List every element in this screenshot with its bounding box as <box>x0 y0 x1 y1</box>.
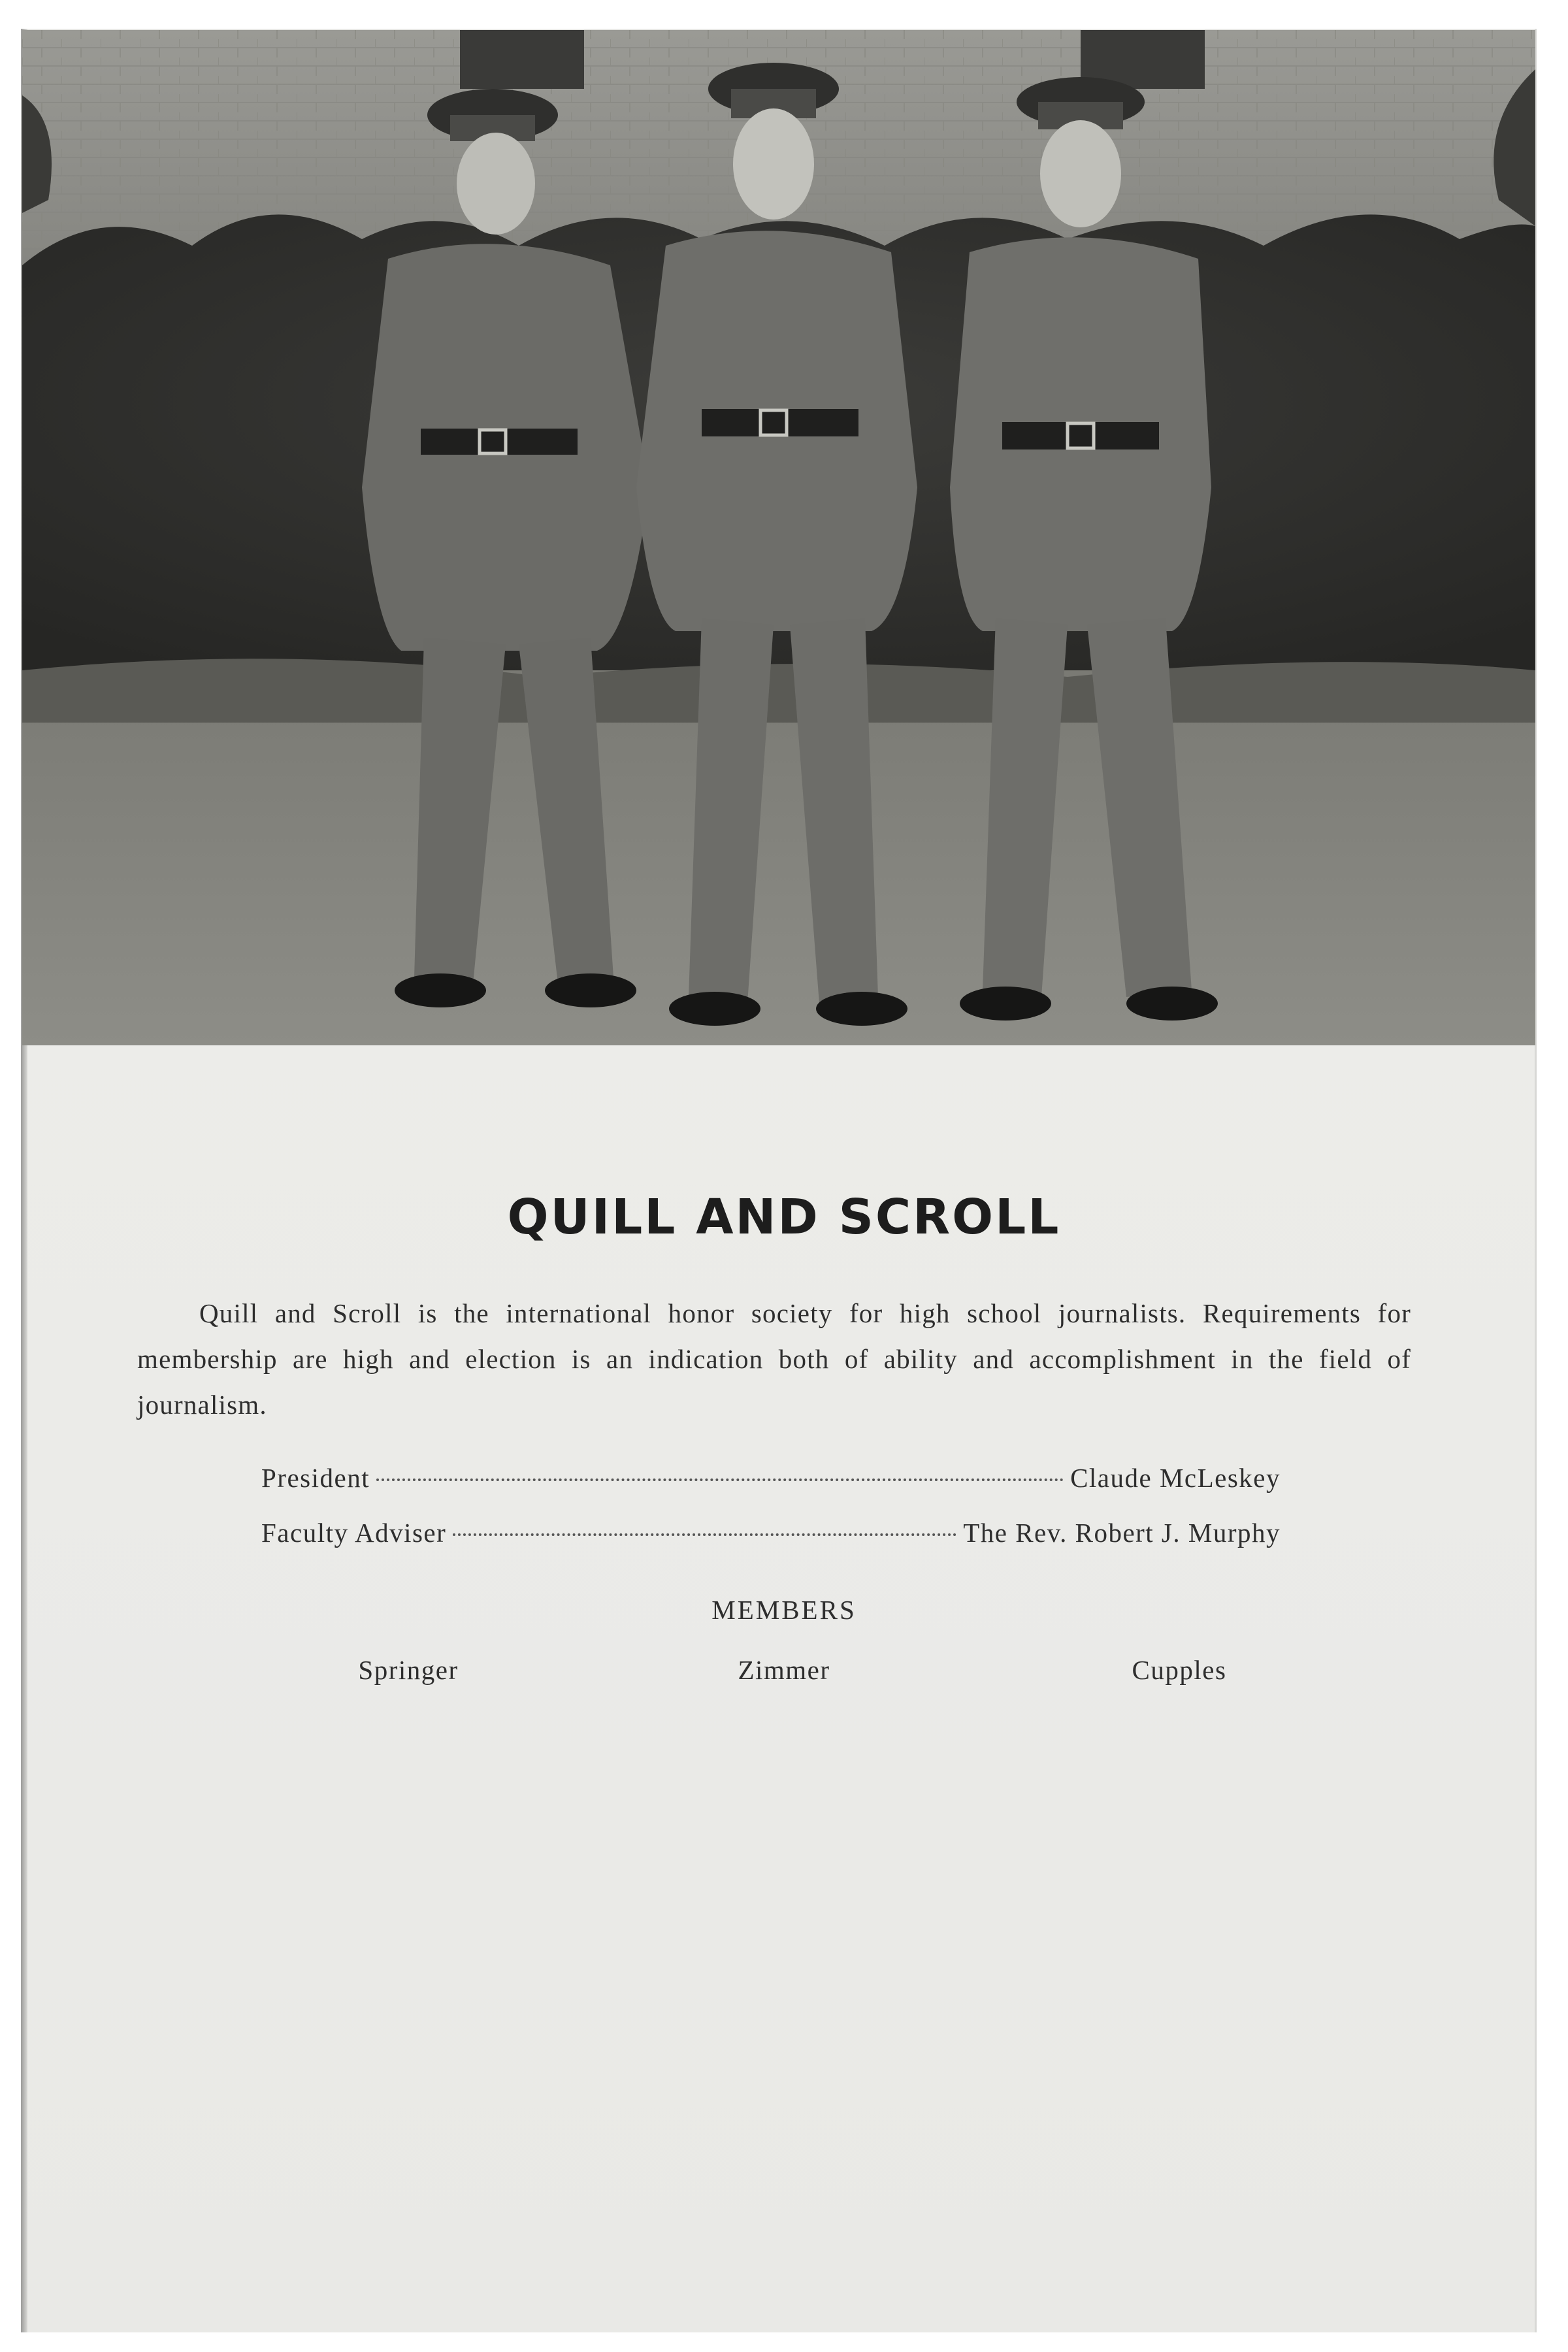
members-heading: MEMBERS <box>711 1595 857 1625</box>
member-name: Cupples <box>1132 1655 1227 1685</box>
member-name: Springer <box>358 1655 459 1685</box>
officer-name: Claude McLeskey <box>1070 1463 1281 1493</box>
member-name: Zimmer <box>738 1655 830 1685</box>
dot-leader <box>376 1478 1064 1481</box>
officer-row-faculty-adviser <box>261 1517 1281 1548</box>
officer-name: The Rev. Robert J. Murphy <box>963 1518 1281 1548</box>
officer-role: President <box>261 1463 370 1493</box>
group-photo <box>22 30 1535 1045</box>
page-title: QUILL AND SCROLL <box>507 1189 1061 1245</box>
officer-row-president <box>261 1462 1281 1494</box>
description-paragraph: Quill and Scroll is the international honor society for high school journalists. Requirements for membership are high and election is an indication both of ability and accomplishment in the field of journalism. <box>137 1298 1411 1420</box>
officer-role: Faculty Adviser <box>261 1518 447 1548</box>
members-list <box>0 1654 1568 1693</box>
dot-leader <box>453 1533 956 1536</box>
